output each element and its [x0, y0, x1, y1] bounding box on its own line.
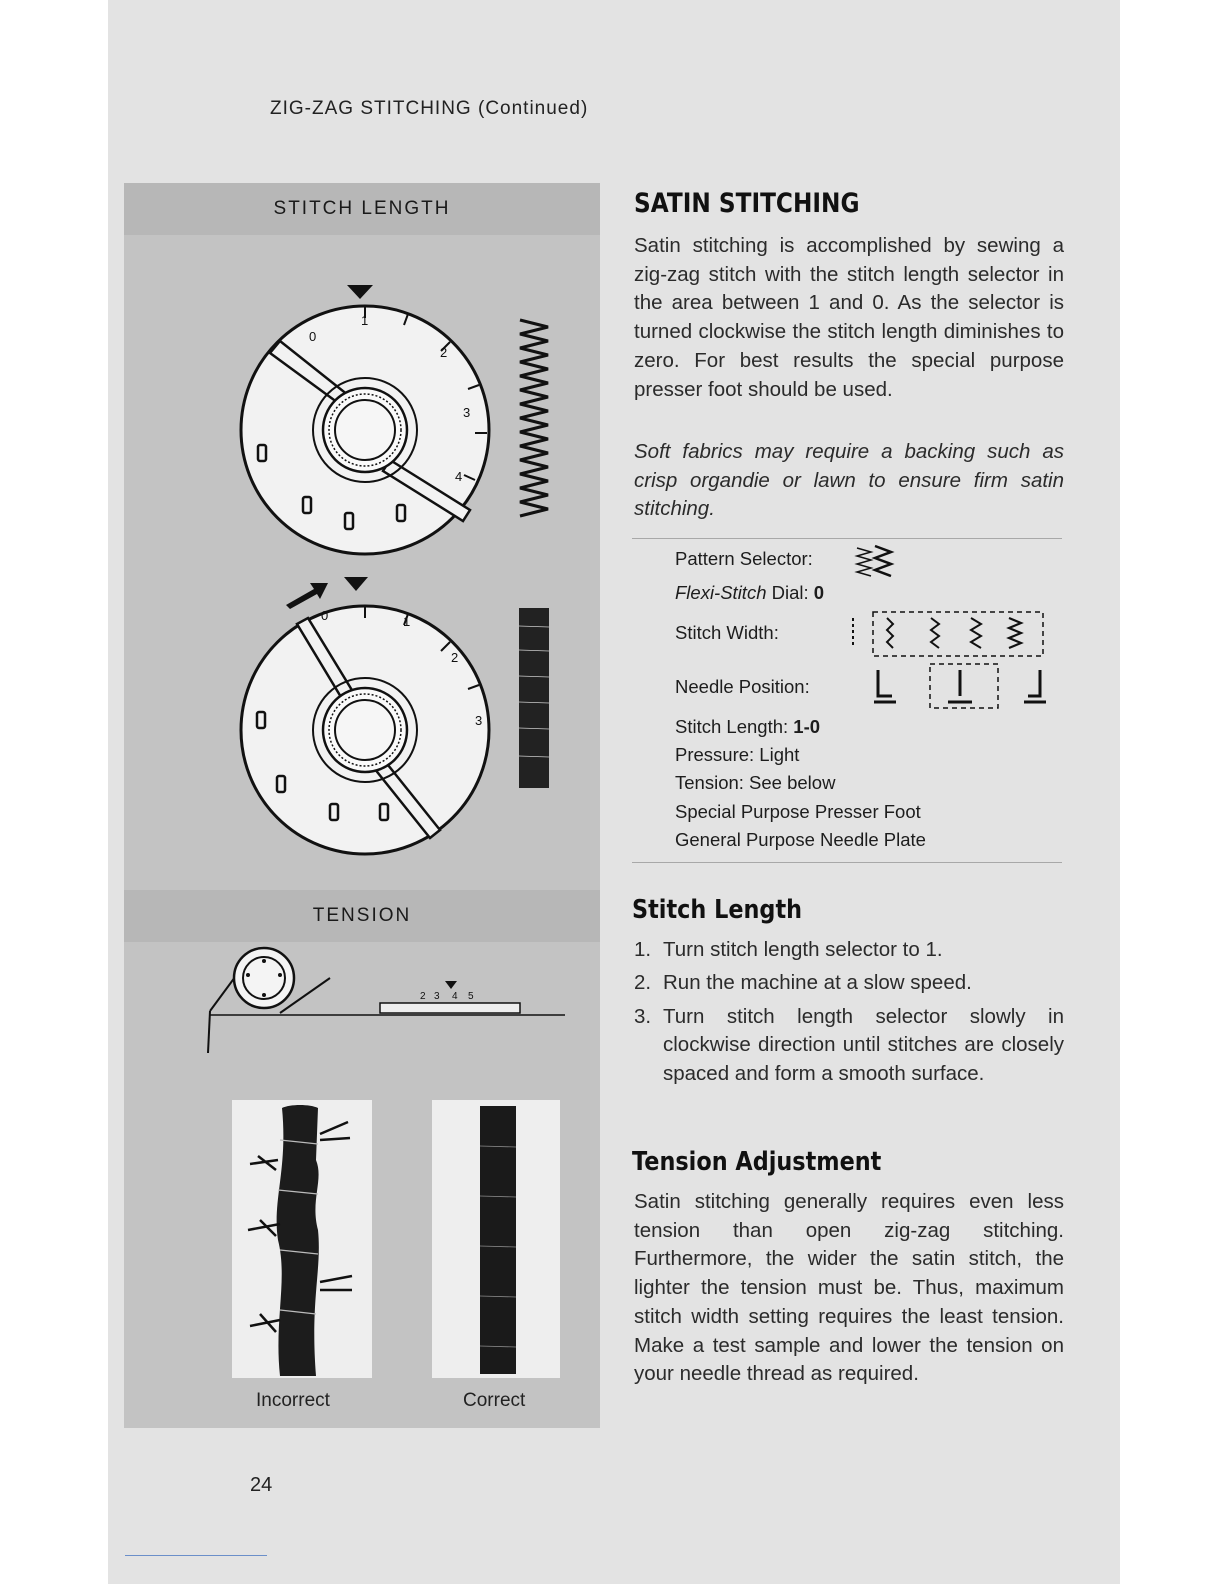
caption-incorrect: Incorrect [256, 1390, 330, 1411]
pattern-selector-row [675, 548, 813, 570]
stitch-length-steps [634, 936, 1064, 1093]
presser-foot-row: Special Purpose Presser Foot [675, 801, 921, 822]
incorrect-satin-stitch-icon [240, 1100, 360, 1380]
caption-correct: Correct [463, 1390, 526, 1411]
tension-label: TENSION [312, 905, 412, 926]
dial-top-number-4: 4 [455, 469, 463, 484]
dial-top-number-3: 3 [463, 405, 471, 420]
tension-row: Tension: See below [675, 772, 836, 793]
stitch-length-row [675, 716, 820, 738]
needle-position-label: Needle Position: [675, 676, 810, 697]
dial-top-number-2: 2 [440, 345, 448, 360]
settings-bottom-rule [632, 862, 1062, 863]
dial-bottom-number-2: 2 [451, 650, 459, 665]
step-1-number: 1. [634, 938, 652, 961]
page-number: 24 [250, 1474, 273, 1496]
dial-bottom-number-0: 0 [321, 608, 329, 623]
correct-satin-stitch-icon [478, 1106, 518, 1374]
step-2 [634, 969, 1064, 998]
flexi-stitch-value: 0 [813, 582, 825, 603]
dial-pointer-icon [347, 285, 373, 299]
flexi-stitch-suffix: Dial: [766, 582, 814, 603]
step-2-number: 2. [634, 971, 652, 995]
needle-position-row [675, 676, 810, 698]
stitch-length-dial-bottom [225, 590, 525, 865]
dial-top-number-1: 1 [361, 313, 369, 328]
stitch-length-heading: Stitch Length [632, 895, 803, 925]
dial-bottom-number-3: 3 [475, 713, 483, 728]
settings-top-rule [632, 538, 1062, 539]
dial-top-number-0: 0 [309, 329, 317, 344]
pressure-row: Pressure: Light [675, 744, 800, 765]
tension-scale-5: 5 [468, 991, 474, 1002]
tension-scale-2: 2 [420, 991, 426, 1002]
step-1-text: Turn stitch length selector to 1. [663, 938, 943, 961]
step-3-text: Turn stitch length selector slowly in clockwise direction until stitches are closely spaced and form a smooth surface. [663, 1004, 1064, 1086]
tension-adjustment-paragraph: Satin stitching generally requires even less tension than open zig-zag stitching. Furthermore, the wider the satin stitch, the lighter the tension must be. Thus, maximum stitch width setting requires the least tension. Make a test sample and lower the tension on your needle thread as required. [634, 1190, 1064, 1386]
stitch-length-label: STITCH LENGTH [273, 198, 451, 219]
stitch-length-dial-top [225, 275, 525, 560]
tension-scale-3: 3 [434, 991, 440, 1002]
pattern-selector-label: Pattern Selector: [675, 548, 813, 569]
tension-band [124, 890, 600, 942]
dial-bottom-number-1: 1 [403, 614, 411, 629]
satin-stitching-heading: SATIN STITCHING [634, 188, 860, 219]
flexi-stitch-label: Flexi-Stitch [675, 582, 767, 603]
flexi-stitch-row [675, 582, 824, 604]
section-header: ZIG-ZAG STITCHING (Continued) [270, 98, 589, 119]
stitch-width-icons [845, 606, 1051, 662]
machine-settings [675, 548, 1065, 858]
step-3-number: 3. [634, 1004, 652, 1028]
stitch-length-setting-label: Stitch Length: [675, 716, 794, 737]
stitch-width-label: Stitch Width: [675, 622, 779, 643]
pattern-selector-zigzag-icon [853, 544, 901, 582]
scan-edge-line [125, 1555, 267, 1556]
stitch-width-row [675, 622, 779, 644]
needle-plate-row: General Purpose Needle Plate [675, 829, 926, 850]
needle-position-icons [870, 660, 1060, 716]
satin-stitching-note: Soft fabrics may require a backing such as crisp organdie or lawn to ensure firm satin stitching. [634, 440, 1064, 521]
satin-stitch-sample-icon [516, 606, 552, 790]
step-2-text: Run the machine at a slow speed. [663, 971, 972, 995]
tension-scale-icon [380, 1003, 520, 1013]
stitch-length-band [124, 183, 600, 235]
stitch-length-setting-value: 1-0 [793, 716, 821, 737]
open-zigzag-sample-icon [516, 316, 552, 524]
step-3 [634, 1003, 1064, 1089]
step-1 [634, 936, 1064, 965]
tension-adjustment-heading: Tension Adjustment [632, 1147, 882, 1177]
tension-scale-4: 4 [452, 991, 458, 1002]
tension-diagram [200, 945, 570, 1060]
satin-stitching-paragraph: Satin stitching is accomplished by sewing a zig-zag stitch with the stitch length selector in the area between 1 and 0. As the selector is turned clockwise the stitch length diminishes to zero. For best results the special purpose presser foot should be used. [634, 234, 1064, 401]
